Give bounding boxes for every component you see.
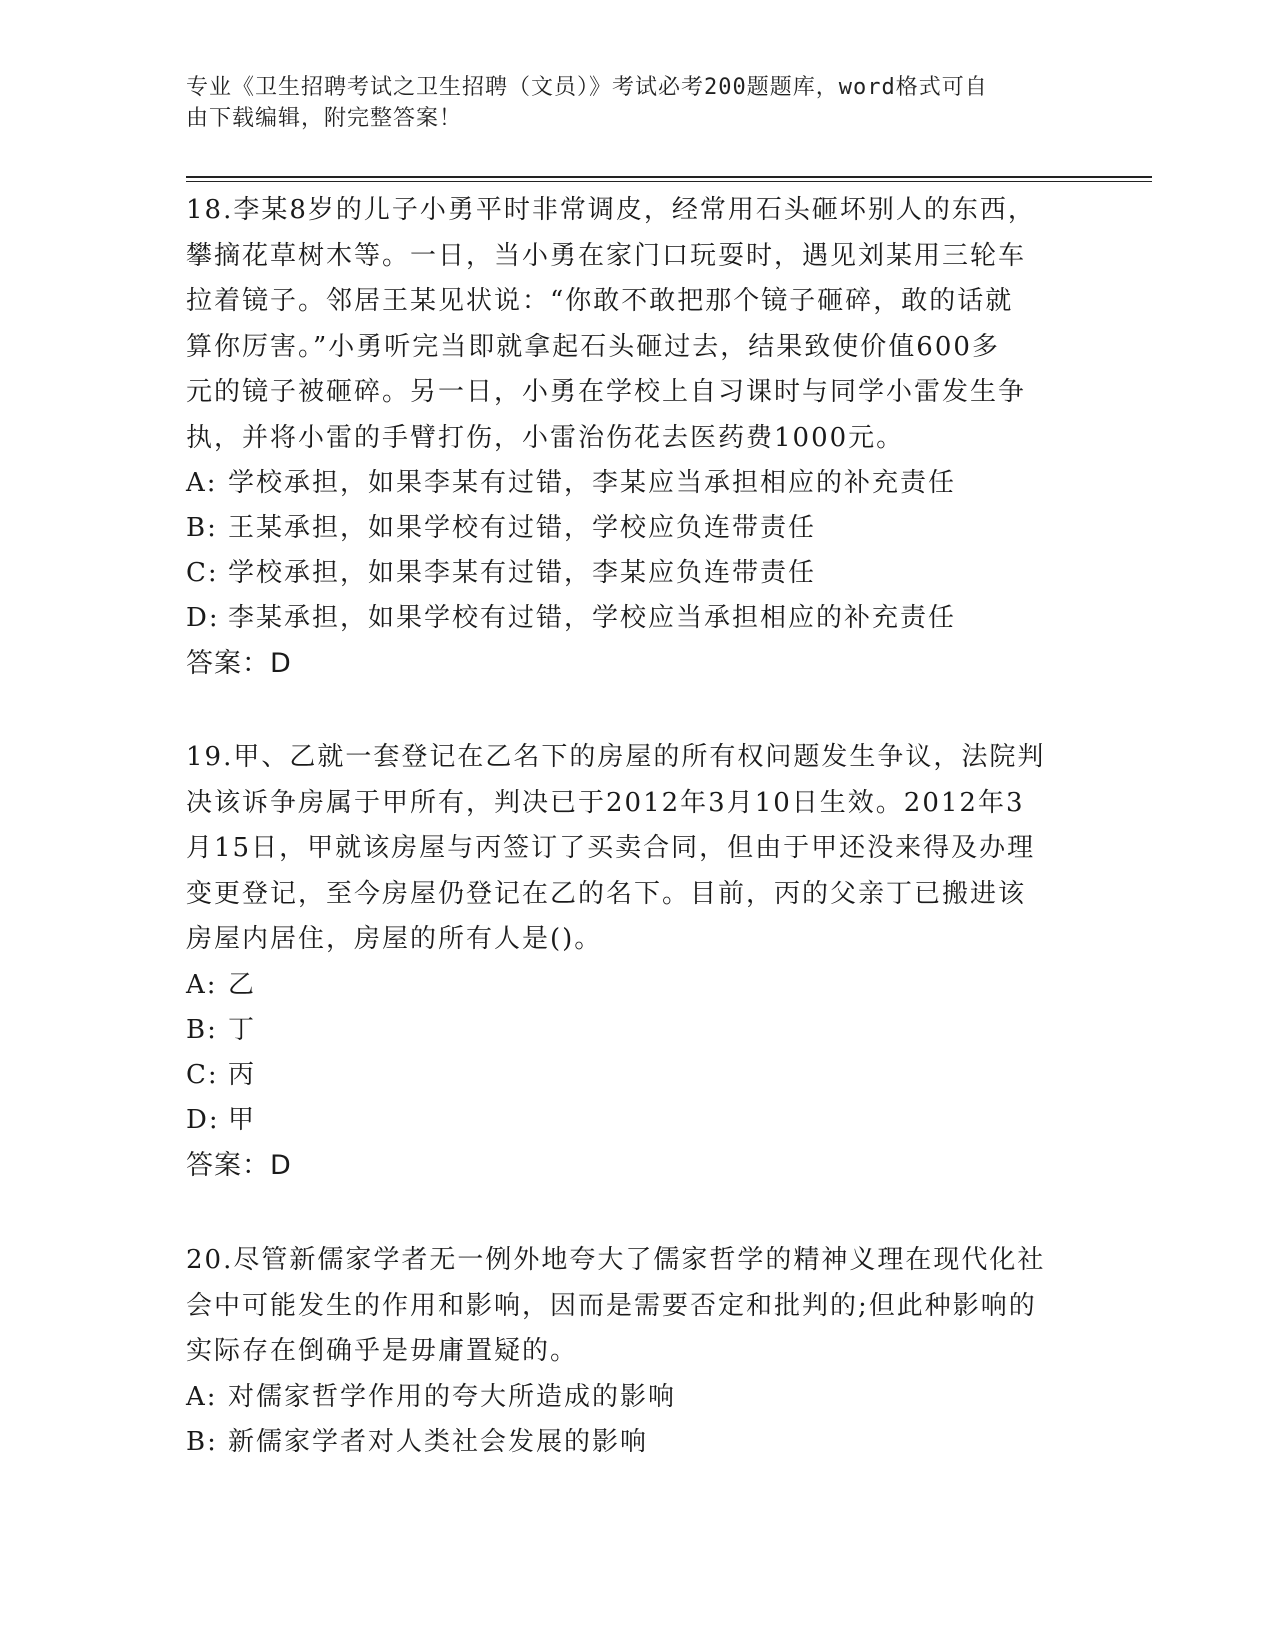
option-text: 王某承担，如果学校有过错，学校应负连带责任 xyxy=(228,513,817,543)
answer-line: 答案：D xyxy=(186,648,292,679)
stem-line: 实际存在倒确乎是毋庸置疑的。 xyxy=(186,1336,579,1366)
option-letter: A: xyxy=(186,1381,218,1412)
stem-line: 拉着镜子。邻居王某见状说：“你敢不敢把那个镜子砸碎，敢的话就 xyxy=(186,286,1014,316)
option-letter: A: xyxy=(186,468,218,498)
option-letter: C: xyxy=(186,1059,219,1090)
header-divider xyxy=(186,181,1152,182)
stem-line: 房屋内居住，房屋的所有人是()。 xyxy=(186,924,603,954)
stem-line: 20.尽管新儒家学者无一例外地夸大了儒家哲学的精神义理在现代化社 xyxy=(186,1245,1046,1275)
option-text: 学校承担，如果李某有过错，李某应当承担相应的补充责任 xyxy=(228,468,957,498)
question-stem xyxy=(186,1238,1066,1375)
option-text: 李某承担，如果学校有过错，学校应当承担相应的补充责任 xyxy=(228,603,957,633)
answer-line: 答案：D xyxy=(186,1149,292,1181)
stem-line: 决该诉争房属于甲所有，判决已于2012年3月10日生效。2012年3 xyxy=(186,787,1025,818)
option-letter: C: xyxy=(186,558,219,588)
option-d xyxy=(186,596,1066,641)
header-line: 专业《卫生招聘考试之卫生招聘（文员）》考试必考200题题库，word格式可自 xyxy=(186,75,988,100)
option-letter: B: xyxy=(186,1014,218,1045)
option-a xyxy=(186,1375,1066,1420)
page-header xyxy=(186,72,1086,134)
option-d xyxy=(186,1098,1066,1143)
stem-line: 变更登记，至今房屋仍登记在乙的名下。目前，丙的父亲丁已搬进该 xyxy=(186,878,1027,909)
option-text: 丙 xyxy=(228,1059,257,1090)
option-text: 学校承担，如果李某有过错，李某应负连带责任 xyxy=(228,558,817,588)
option-text: 新儒家学者对人类社会发展的影响 xyxy=(228,1426,649,1457)
option-text: 乙 xyxy=(228,969,257,1000)
question-stem xyxy=(186,735,1066,963)
stem-line: 执，并将小雷的手臂打伤，小雷治伤花去医药费1000元。 xyxy=(186,422,905,453)
stem-line: 19.甲、乙就一套登记在乙名下的房屋的所有权问题发生争议，法院判 xyxy=(186,742,1046,772)
option-text: 甲 xyxy=(228,1104,257,1135)
stem-line: 算你厉害。”小勇听完当即就拿起石头砸过去，结果致使价值600多 xyxy=(186,331,1000,362)
option-a xyxy=(186,963,1066,1008)
question-stem xyxy=(186,188,1066,461)
option-letter: A: xyxy=(186,969,218,1000)
option-letter: D: xyxy=(186,1104,220,1135)
option-b xyxy=(186,506,1066,551)
option-c xyxy=(186,551,1066,596)
question-18 xyxy=(186,188,1066,687)
stem-line: 会中可能发生的作用和影响，因而是需要否定和批判的;但此种影响的 xyxy=(186,1290,1037,1321)
option-letter: B: xyxy=(186,513,218,543)
header-divider xyxy=(186,176,1152,178)
option-text: 丁 xyxy=(228,1014,257,1045)
option-letter: D: xyxy=(186,603,220,633)
option-b xyxy=(186,1420,1066,1465)
option-b xyxy=(186,1008,1066,1053)
option-letter: B: xyxy=(186,1426,218,1457)
stem-line: 18.李某8岁的儿子小勇平时非常调皮，经常用石头砸坏别人的东西， xyxy=(186,195,1036,225)
stem-line: 元的镜子被砸碎。另一日，小勇在学校上自习课时与同学小雷发生争 xyxy=(186,377,1027,407)
question-19 xyxy=(186,735,1066,1189)
stem-line: 攀摘花草树木等。一日，当小勇在家门口玩耍时，遇见刘某用三轮车 xyxy=(186,240,1027,271)
option-a xyxy=(186,461,1066,506)
header-line: 由下载编辑，附完整答案！ xyxy=(186,106,463,131)
stem-line: 月15日，甲就该房屋与丙签订了买卖合同，但由于甲还没来得及办理 xyxy=(186,833,1036,863)
option-c xyxy=(186,1053,1066,1098)
option-text: 对儒家哲学作用的夸大所造成的影响 xyxy=(228,1381,677,1412)
question-20 xyxy=(186,1238,1066,1465)
